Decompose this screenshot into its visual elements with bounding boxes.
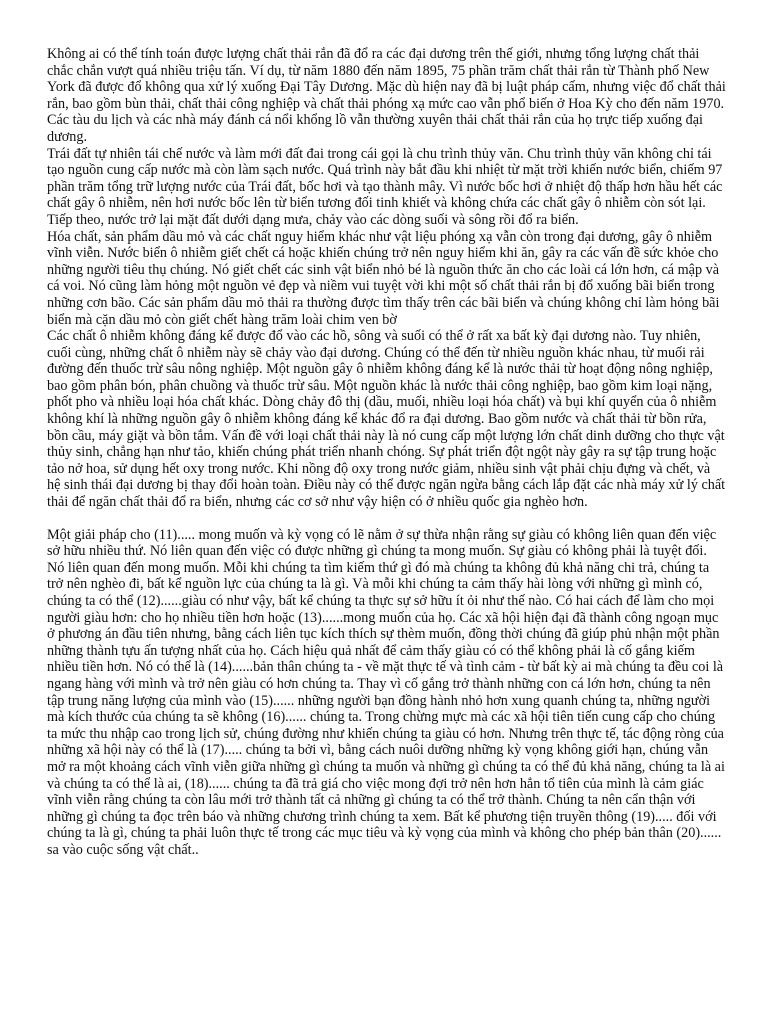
- paragraph-minor-pollutants: Các chất ô nhiễm không đáng kể được đổ vào các hồ, sông và suối có thể ở rất xa bất kỳ đại dương nào. Tuy nhiên, cuối cùng, những chất ô nhiễm này sẽ chảy vào đại dương. Chúng có thể đến từ nhiều nguồn khác nhau, từ muối rải đường đến thuốc trừ sâu nông nghiệp. Một nguồn gây ô nhiễm không đáng kể là nước thải từ hoạt động nông nghiệp, bao gồm phân bón, phân chuồng và thuốc trừ sâu. Một nguồn khác là nước thải công nghiệp, bao gồm kim loại nặng, phốt pho và nhiều loại hóa chất khác. Dòng chảy đô thị (dầu, muối, nhiều loại hóa chất) và bụi khí quyển của ô nhiễm không khí là những nguồn gây ô nhiễm không đáng kể khác đổ ra đại dương. Bao gồm nước và chất thải từ bồn rửa, bồn cầu, máy giặt và bồn tắm. Vấn đề với loại chất thải này là nó cung cấp một lượng lớn chất dinh dưỡng cho thực vật thủy sinh, chẳng hạn như tảo, khiến chúng phát triển nhanh chóng. Sự phát triển đột ngột này gây ra sự tập trung hoặc tảo nở hoa, sử dụng hết oxy trong nước. Khi nồng độ oxy trong nước giảm, nhiều sinh vật phải chịu đựng và chết, và hệ sinh thái đại dương bị thay đổi hoàn toàn. Điều này có thể được ngăn ngừa bằng cách lắp đặt các nhà máy xử lý chất thải để ngăn chất thải đổ ra biển, nhưng các cơ sở như vậy hiện có ở nhiều quốc gia nghèo hơn.: [47, 328, 726, 511]
- paragraph-water-cycle: Trái đất tự nhiên tái chế nước và làm mới đất đai trong cái gọi là chu trình thủy văn. Chu trình thủy văn không chỉ tái tạo nguồn cung cấp nước mà còn làm sạch nước. Quá trình này bắt đầu khi nhiệt từ mặt trời khiến nước biển, chiếm 97 phần trăm tổng trữ lượng nước của Trái đất, bốc hơi và tạo thành mây. Vì nước bốc hơi ở nhiệt độ thấp hơn hầu hết các chất gây ô nhiễm, nên hơi nước bốc lên từ biển tương đối tinh khiết và không chứa các chất gây ô nhiễm còn sót lại. Tiếp theo, nước trở lại mặt đất dưới dạng mưa, chảy vào các dòng suối và sông rồi đổ ra biển.: [47, 145, 723, 228]
- paragraph-cloze-exercise: Một giải pháp cho (11)..... mong muốn và kỳ vọng có lẽ nằm ở sự thừa nhận rằng sự giàu có không liên quan đến việc sở hữu nhiều thứ. Nó liên quan đến việc có được những gì chúng ta mong muốn. Sự giàu có không phải là tuyệt đối. Nó liên quan đến mong muốn. Mỗi khi chúng ta tìm kiếm thứ gì đó mà chúng ta không đủ khả năng chi trả, chúng ta trở nên nghèo đi, bất kể nguồn lực của chúng ta là gì. Và mỗi khi chúng ta cảm thấy hài lòng với những gì mình có, chúng ta có thể (12)......giàu có như vậy, bất kể chúng ta thực sự sở hữu ít ỏi như thế nào. Có hai cách để làm cho mọi người giàu hơn: cho họ nhiều tiền hơn hoặc (13)......mong muốn của họ. Các xã hội hiện đại đã thành công ngoạn mục ở phương án đầu tiên nhưng, bằng cách liên tục kích thích sự thèm muốn, đồng thời chúng đã giúp phủ nhận một phần những thành tựu ấn tượng nhất của họ. Cách hiệu quả nhất để cảm thấy giàu có có thể không phải là cố gắng kiếm nhiều tiền hơn. Nó có thể là (14)......bản thân chúng ta - về mặt thực tế và tình cảm - từ bất kỳ ai mà chúng ta đều coi là ngang hàng với mình và trở nên giàu có hơn chúng ta. Thay vì cố gắng trở thành những con cá lớn hơn, chúng ta nên tập trung năng lượng của mình vào (15)...... những người bạn đồng hành nhỏ hơn xung quanh chúng ta, những người mà kích thước của chúng ta sẽ không (16)...... chúng ta. Trong chừng mực mà các xã hội tiên tiến cung cấp cho chúng ta mức thu nhập cao trong lịch sử, chúng đường như khiến chúng ta giàu có hơn. Nhưng trên thực tế, tác động ròng của những xã hội này có thể là (17)..... chúng ta bởi vì, bằng cách nuôi dưỡng những kỳ vọng không giới hạn, chúng vẫn mở ra một khoảng cách vĩnh viễn giữa những gì chúng ta muốn và những gì chúng ta có thể đủ khả năng, chúng ta là ai và chúng ta có thể là ai, (18)...... chúng ta đã trả giá cho việc mong đợi trở nên hơn hẳn tổ tiên của mình là cảm giác vĩnh viễn rằng chúng ta còn lâu mới trở thành tất cả những gì chúng ta có thể trở thành. Chúng ta nên cẩn thận với những gì chúng ta đọc trên báo và những chương trình chúng ta xem. Bất kể phương tiện truyền thông (19)..... đối với chúng ta là gì, chúng ta phải luôn thực tế trong các mục tiêu và kỳ vọng của mình và không cho phép bản thân (20)...... sa vào cuộc sống vật chất..: [47, 526, 725, 858]
- document-page: [47, 46, 727, 859]
- paragraph-spacer: [47, 511, 727, 527]
- paragraph-solid-waste: Không ai có thể tính toán được lượng chất thải rắn đã đổ ra các đại dương trên thế giới, nhưng tổng lượng chất thải chắc chắn vượt quá nhiều triệu tấn. Ví dụ, từ năm 1880 đến năm 1895, 75 phần trăm chất thải rắn từ Thành phố New York đã được đổ không qua xử lý xuống Đại Tây Dương. Mặc dù hiện nay đã bị luật pháp cấm, nhưng việc đổ chất thải rắn, bao gồm bùn thải, chất thải công nghiệp và chất thải phóng xạ mức cao vẫn phổ biến ở Hoa Kỳ cho đến năm 1970. Các tàu du lịch và các nhà máy đánh cá nổi khổng lồ vẫn thường xuyên thải chất thải rắn của họ trực tiếp xuống đại dương.: [47, 46, 726, 145]
- paragraph-hazardous-chemicals: Hóa chất, sản phẩm dầu mỏ và các chất nguy hiểm khác như vật liệu phóng xạ vẫn còn trong đại dương, gây ô nhiễm vĩnh viễn. Nước biển ô nhiễm giết chết cá hoặc khiến chúng trở nên nguy hiểm khi ăn, gây ra các vấn đề sức khỏe cho những người tiêu thụ chúng. Nó giết chết các sinh vật biển nhỏ bé là nguồn thức ăn cho các loài cá lớn hơn, cá mập và cá voi. Nó cũng làm hỏng một nguồn vẻ đẹp và niềm vui tuyệt vời khi một số chất thải rắn bị đổ xuống bãi biển trong những cơn bão. Các sản phẩm dầu mỏ thải ra thường được tìm thấy trên các bãi biển và chúng không chỉ làm hỏng bãi biển mà cặn dầu mỏ còn giết chết hàng trăm loài chim ven bờ: [47, 228, 720, 328]
